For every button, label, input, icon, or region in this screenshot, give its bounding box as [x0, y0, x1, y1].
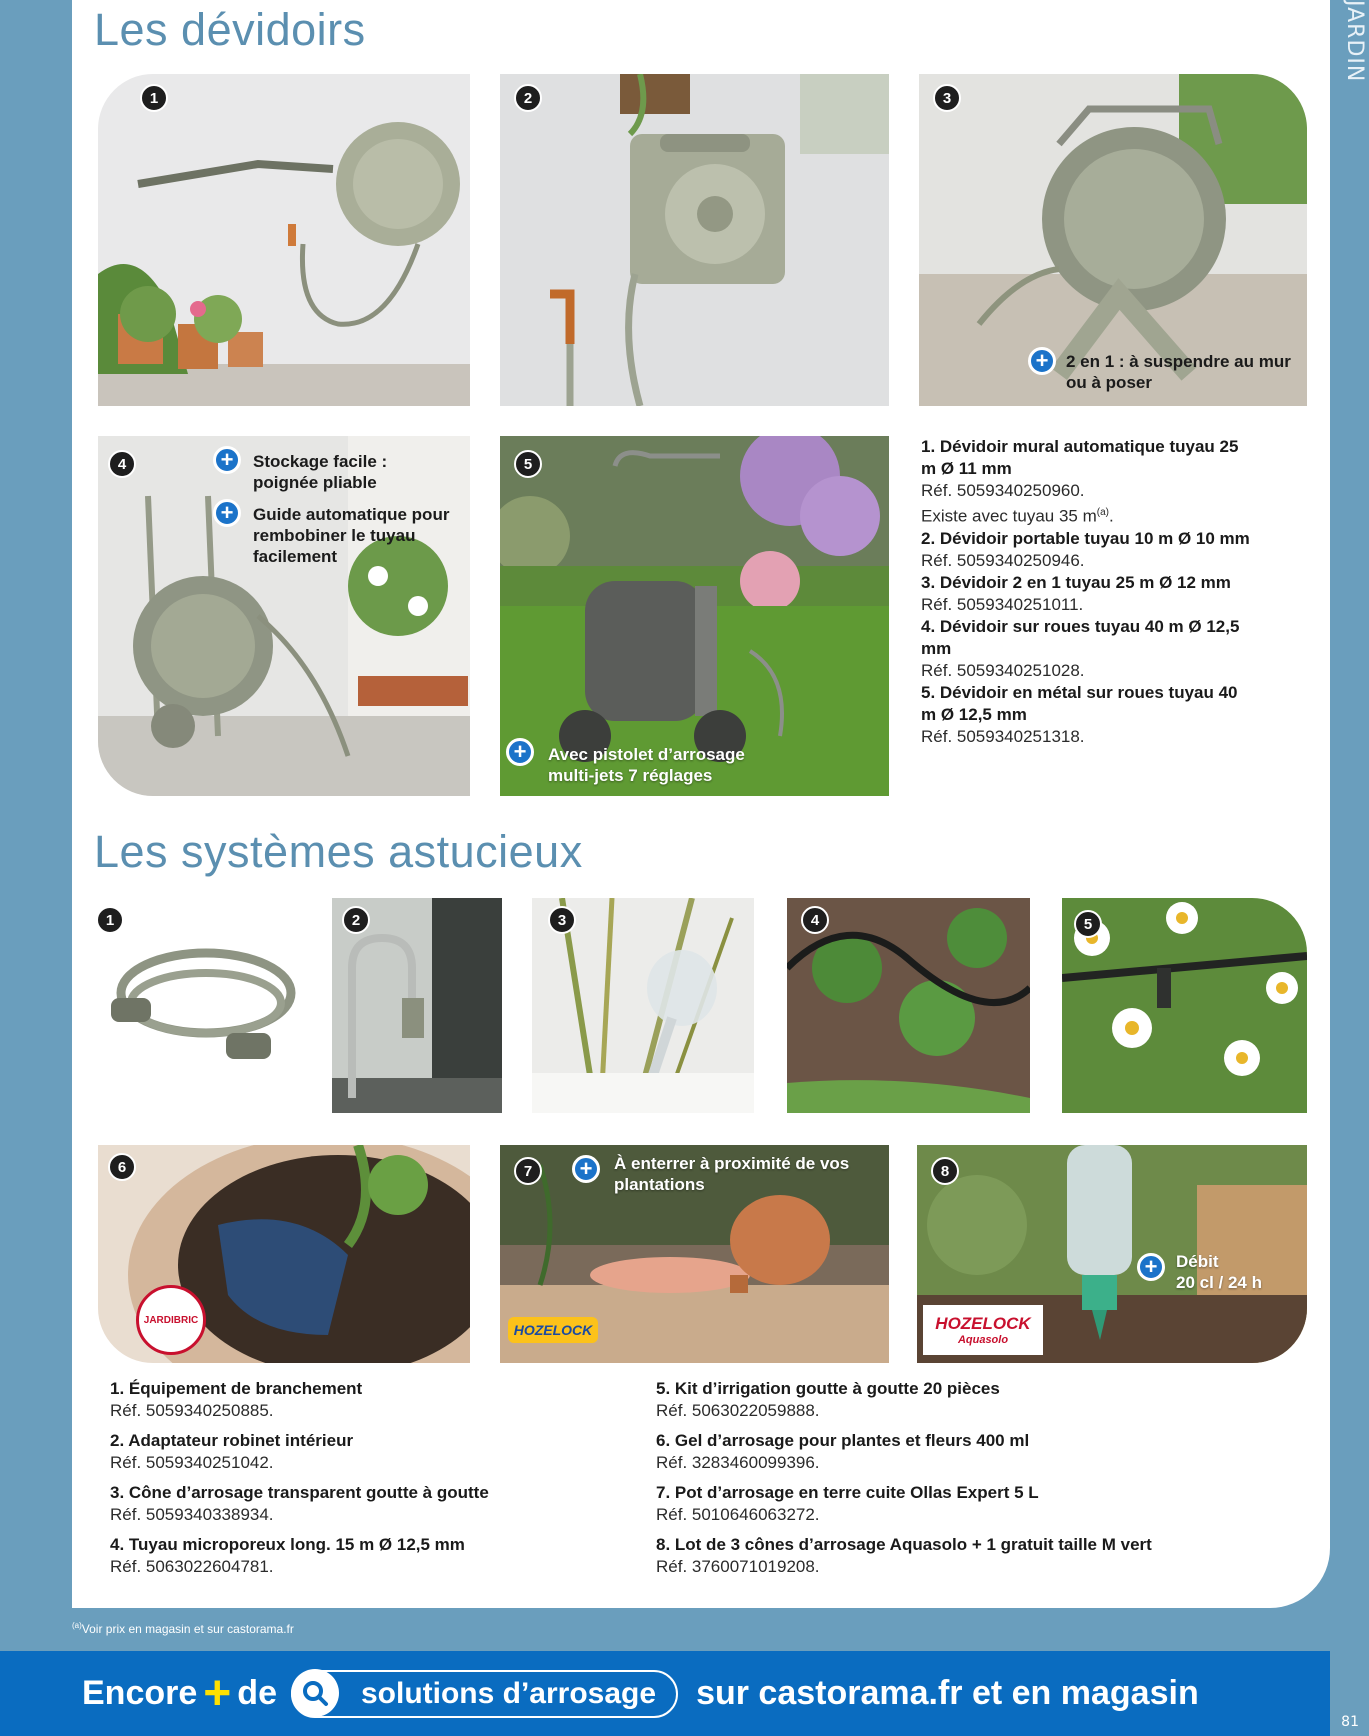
- plus-icon: +: [1028, 347, 1056, 375]
- plus-icon: +: [506, 738, 534, 766]
- plus-icon: +: [1137, 1253, 1165, 1281]
- system-photo-2: [332, 898, 502, 1113]
- photo-number-badge: 7: [514, 1157, 542, 1185]
- product-photo-5: [500, 436, 889, 796]
- photo-number-badge: 4: [801, 906, 829, 934]
- product-photo-2: [500, 74, 889, 406]
- list-item: 3. Cône d’arrosage transparent goutte à goutte Réf. 5059340338934.: [110, 1483, 489, 1524]
- plus-icon: +: [213, 499, 241, 527]
- list-item: 4. Tuyau microporeux long. 15 m Ø 12,5 mm Réf. 5063022604781.: [110, 1535, 465, 1576]
- systemes-descriptions-left: [110, 1378, 610, 1586]
- search-icon: [291, 1669, 339, 1717]
- photo-number-badge: 3: [933, 84, 961, 112]
- photo-number-badge: 4: [108, 450, 136, 478]
- system-photo-7: [500, 1145, 889, 1363]
- list-item: 4. Dévidoir sur roues tuyau 40 m Ø 12,5 mm Réf. 5059340251028.: [921, 616, 1240, 680]
- promo-banner[interactable]: [0, 1651, 1330, 1736]
- search-pill[interactable]: [291, 1670, 678, 1718]
- list-item: 6. Gel d’arrosage pour plantes et fleurs 400 ml Réf. 3283460099396.: [656, 1431, 1030, 1472]
- photo-callout: Stockage facile : poignée pliable: [253, 452, 388, 492]
- photo-number-badge: 3: [548, 906, 576, 934]
- photo-number-badge: 1: [140, 84, 168, 112]
- plus-icon: +: [213, 446, 241, 474]
- system-photo-3: [532, 898, 754, 1113]
- system-photo-4: [787, 898, 1030, 1113]
- list-item: 3. Dévidoir 2 en 1 tuyau 25 m Ø 12 mm Réf. 5059340251011.: [921, 572, 1231, 614]
- list-item: 1. Équipement de branchement Réf. 5059340250885.: [110, 1379, 363, 1420]
- list-item: 5. Kit d’irrigation goutte à goutte 20 pièces Réf. 5063022059888.: [656, 1379, 1000, 1420]
- portable-reel-illustration: [500, 74, 889, 406]
- devidoirs-descriptions: [921, 436, 1251, 748]
- section-title-devidoirs: Les dévidoirs: [94, 4, 366, 55]
- metal-reel-illustration: [500, 436, 889, 796]
- photo-callout: Avec pistolet d’arrosage multi-jets 7 réglages: [548, 745, 745, 785]
- banner-text-encore: Encore: [82, 1674, 198, 1712]
- photo-number-badge: 2: [514, 84, 542, 112]
- photo-number-badge: 5: [514, 450, 542, 478]
- section-title-systemes: Les systèmes astucieux: [94, 826, 583, 877]
- plus-icon: +: [572, 1155, 600, 1183]
- photo-callout: À enterrer à proximité de vos plantations: [614, 1154, 850, 1194]
- system-photo-5: [1062, 898, 1307, 1113]
- photo-number-badge: 2: [342, 906, 370, 934]
- list-item: 2. Adaptateur robinet intérieur Réf. 5059340251042.: [110, 1431, 354, 1472]
- product-photo-4: [98, 436, 470, 796]
- search-pill-label: solutions d’arrosage: [360, 1676, 657, 1710]
- footnote: $^{(a)}$Voir prix en magasin et sur castorama.fr: [72, 1621, 294, 1636]
- list-item: 7. Pot d’arrosage en terre cuite Ollas Expert 5 L Réf. 5010646063272.: [656, 1483, 1039, 1524]
- banner-text-site: sur castorama.fr et en magasin: [696, 1674, 1199, 1712]
- photo-callout: Guide automatique pour rembobiner le tuyau facilement: [253, 505, 450, 566]
- hozelock-logo: HOZELOCK: [508, 1317, 598, 1343]
- page-number: 81: [1341, 1714, 1359, 1730]
- hose-connector-illustration: [96, 898, 306, 1113]
- system-photo-6: [98, 1145, 470, 1363]
- system-photo-8: [917, 1145, 1307, 1363]
- photo-number-badge: 8: [931, 1157, 959, 1185]
- banner-plus-icon: +: [203, 1667, 232, 1720]
- wall-reel-illustration: [98, 74, 470, 406]
- list-item: 2. Dévidoir portable tuyau 10 m Ø 10 mm Réf. 5059340250946.: [921, 528, 1250, 570]
- side-label: JARDIN: [1342, 0, 1367, 83]
- product-photo-3: [919, 74, 1307, 406]
- product-photo-1: [98, 74, 470, 406]
- hozelock-aquasolo-logo: HOZELOCK Aquasolo: [923, 1305, 1043, 1355]
- photo-number-badge: 6: [108, 1153, 136, 1181]
- photo-callout: Débit 20 cl / 24 h: [1176, 1252, 1262, 1292]
- systemes-descriptions-right: [656, 1378, 1296, 1586]
- banner-text-de: de: [237, 1674, 277, 1712]
- list-item: 8. Lot de 3 cônes d’arrosage Aquasolo + 1 gratuit taille M vert Réf. 3760071019208.: [656, 1535, 1152, 1576]
- side-tab: [1331, 0, 1369, 1736]
- photo-number-badge: 1: [96, 906, 124, 934]
- list-item: 5. Dévidoir en métal sur roues tuyau 40 m Ø 12,5 mm Réf. 5059340251318.: [921, 682, 1238, 746]
- jardibric-logo: JARDIBRIC: [136, 1285, 206, 1355]
- photo-callout: 2 en 1 : à suspendre au mur ou à poser: [1066, 352, 1291, 392]
- list-item: 1. Dévidoir mural automatique tuyau 25 m Ø 11 mm Réf. 5059340250960. Existe avec tuyau 35 $m^{(a)}$.: [921, 437, 1239, 526]
- photo-number-badge: 5: [1074, 910, 1102, 938]
- system-photo-1: [96, 898, 306, 1113]
